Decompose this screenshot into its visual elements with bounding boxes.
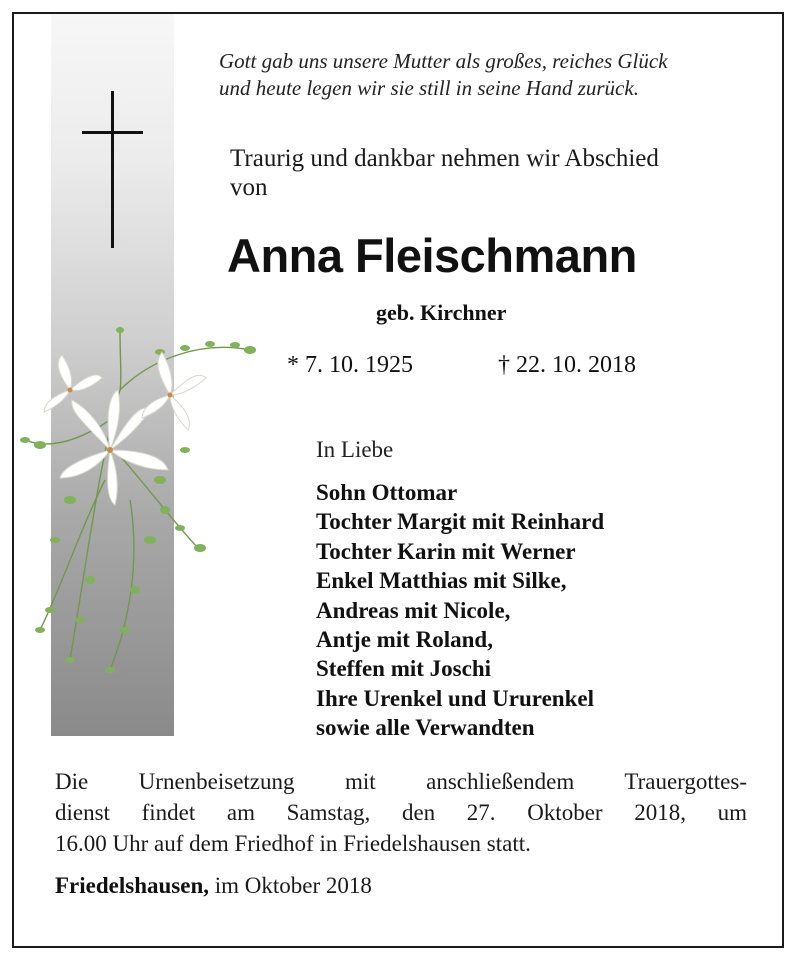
motto-verse [219,48,749,102]
intro-line: von [230,174,268,201]
burial-line: Die Urnenbeisetzung mit anschließendem Trauergottes- [55,769,747,794]
motto-line: und heute legen wir sie still in seine Hand zurück. [219,76,639,100]
mourners-list [316,478,604,743]
deceased-name: Anna Fleischmann [227,229,637,282]
place-town: Friedelshausen, [55,873,209,898]
list-item: Andreas mit Nicole, [316,597,511,623]
place-and-date [55,873,372,899]
burial-line: dienst findet am Samstag, den 27. Oktober 2018, um [55,800,747,825]
lily-bouquet-icon [10,300,270,700]
list-item: Tochter Margit mit Reinhard [316,509,605,535]
list-item: Sohn Ottomar [316,480,458,505]
death-date: † 22. 10. 2018 [498,352,636,378]
birth-date: * 7. 10. 1925 [287,352,413,378]
list-item: Steffen mit Joschi [316,656,492,682]
burial-line: 16.00 Uhr auf dem Friedhof in Friedelshausen statt. [55,831,531,856]
list-item: Antje mit Roland, [316,627,493,653]
mourners-intro: In Liebe [316,437,394,462]
list-item: sowie alle Verwandten [316,715,535,741]
born-name: geb. Kirchner [376,300,507,325]
list-item: Enkel Matthias mit Silke, [316,568,567,594]
place-date: im Oktober 2018 [214,873,372,898]
motto-line: Gott gab uns unsere Mutter als großes, reiches Glück [219,49,668,73]
intro-line: Traurig und dankbar nehmen wir Abschied [230,145,659,172]
intro-text [230,144,760,202]
life-dates [287,352,636,379]
list-item: Tochter Karin mit Werner [316,538,576,564]
burial-notice [55,766,747,859]
list-item: Ihre Urenkel und Ururenkel [316,685,594,711]
